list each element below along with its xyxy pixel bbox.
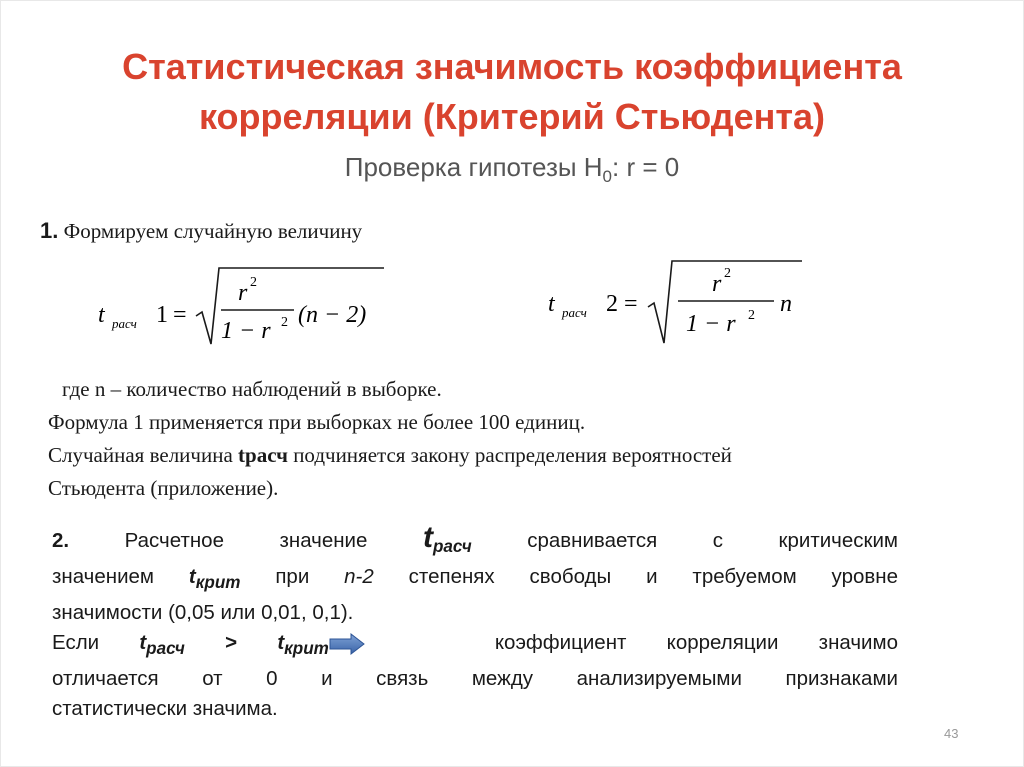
if-text: Если bbox=[52, 631, 140, 655]
t-calc-subscript: расч bbox=[432, 537, 472, 557]
if-t-crit: t bbox=[277, 631, 285, 655]
degrees-freedom: n-2 bbox=[344, 565, 374, 589]
t-crit-symbol: t bbox=[188, 565, 196, 589]
note-rv-t: tрасч bbox=[238, 443, 288, 467]
title-line-1: Статистическая значимость коэффициента bbox=[122, 46, 902, 87]
formula-1-index: 1 bbox=[156, 302, 168, 328]
formula-2-numerator-exp: 2 bbox=[724, 266, 731, 281]
formula-1-factor: (n − 2) bbox=[298, 302, 367, 328]
if-result-text: коэффициент корреляции значимо bbox=[494, 631, 898, 655]
note-rv-part-c: подчиняется закону распределения вероятностей bbox=[287, 443, 732, 467]
t-calc-symbol: t bbox=[422, 521, 433, 554]
formula-1-sub: расч bbox=[112, 316, 137, 331]
formula-2-sub: расч bbox=[562, 305, 587, 320]
note-rv-part-a: Случайная величина bbox=[48, 443, 239, 467]
step-2-line-4 bbox=[52, 628, 898, 664]
subtitle-prefix: Проверка гипотезы H bbox=[344, 152, 603, 182]
formula-2-factor: n bbox=[780, 291, 792, 317]
step-1-number: 1. bbox=[40, 218, 59, 243]
step-2-number: 2. bbox=[52, 529, 70, 552]
subtitle-subscript: 0 bbox=[602, 167, 613, 187]
formula-1 bbox=[98, 258, 398, 358]
right-arrow-icon bbox=[329, 633, 365, 655]
step-1 bbox=[40, 218, 362, 244]
page-number: 43 bbox=[944, 726, 959, 741]
step-2-line-2-c: степенях свободы и требуемом уровне bbox=[373, 565, 898, 589]
formula-2 bbox=[548, 253, 818, 353]
formula-2-denominator-exp: 2 bbox=[748, 308, 755, 323]
step-2-line-5: отличается от 0 и связь между анализируемыми признаками bbox=[52, 667, 898, 691]
step-2-line-6: статистически значима. bbox=[52, 697, 278, 721]
formula-1-numerator-exp: 2 bbox=[250, 275, 257, 290]
step-2-line-2-a: значением bbox=[52, 565, 189, 589]
note-formula-1: Формула 1 применяется при выборках не более 100 единиц. bbox=[48, 410, 586, 434]
step-2-text-a: Расчетное значение bbox=[124, 529, 368, 552]
subtitle-suffix: : r = 0 bbox=[612, 152, 680, 182]
formula-1-denominator-exp: 2 bbox=[281, 315, 288, 330]
formula-1-denominator: 1 − r bbox=[221, 318, 271, 344]
formula-1-equals: = bbox=[173, 302, 187, 328]
title-line-2: корреляции (Критерий Стьюдента) bbox=[198, 96, 826, 137]
note-where-n: где n – количество наблюдений в выборке. bbox=[62, 377, 442, 401]
greater-than: > bbox=[184, 631, 278, 655]
t-crit-subscript: крит bbox=[195, 573, 241, 593]
step-2 bbox=[52, 523, 898, 724]
if-t-crit-sub: крит bbox=[284, 639, 329, 659]
formula-2-index: 2 bbox=[606, 291, 618, 317]
note-random-variable bbox=[48, 443, 732, 468]
step-2-line-2 bbox=[52, 562, 898, 598]
if-t-calc-sub: расч bbox=[146, 639, 185, 659]
step-2-line-1 bbox=[52, 523, 898, 562]
step-2-line-2-b: при bbox=[240, 565, 345, 589]
slide-title bbox=[60, 42, 964, 142]
formula-2-numerator-r: r bbox=[712, 271, 722, 297]
formula-2-equals: = bbox=[624, 291, 638, 317]
if-t-calc: t bbox=[139, 631, 147, 655]
slide-subtitle bbox=[0, 152, 1024, 187]
formula-1-t: t bbox=[98, 302, 105, 328]
formula-1-numerator-r: r bbox=[238, 280, 248, 306]
formula-2-denominator: 1 − r bbox=[686, 311, 736, 337]
step-2-line-3: значимости (0,05 или 0,01, 0,1). bbox=[52, 601, 354, 625]
step-2-text-b: сравнивается с критическим bbox=[527, 529, 899, 552]
step-1-text: Формируем случайную величину bbox=[63, 219, 363, 243]
note-student: Стьюдента (приложение). bbox=[48, 476, 279, 500]
formula-2-t: t bbox=[548, 291, 555, 317]
